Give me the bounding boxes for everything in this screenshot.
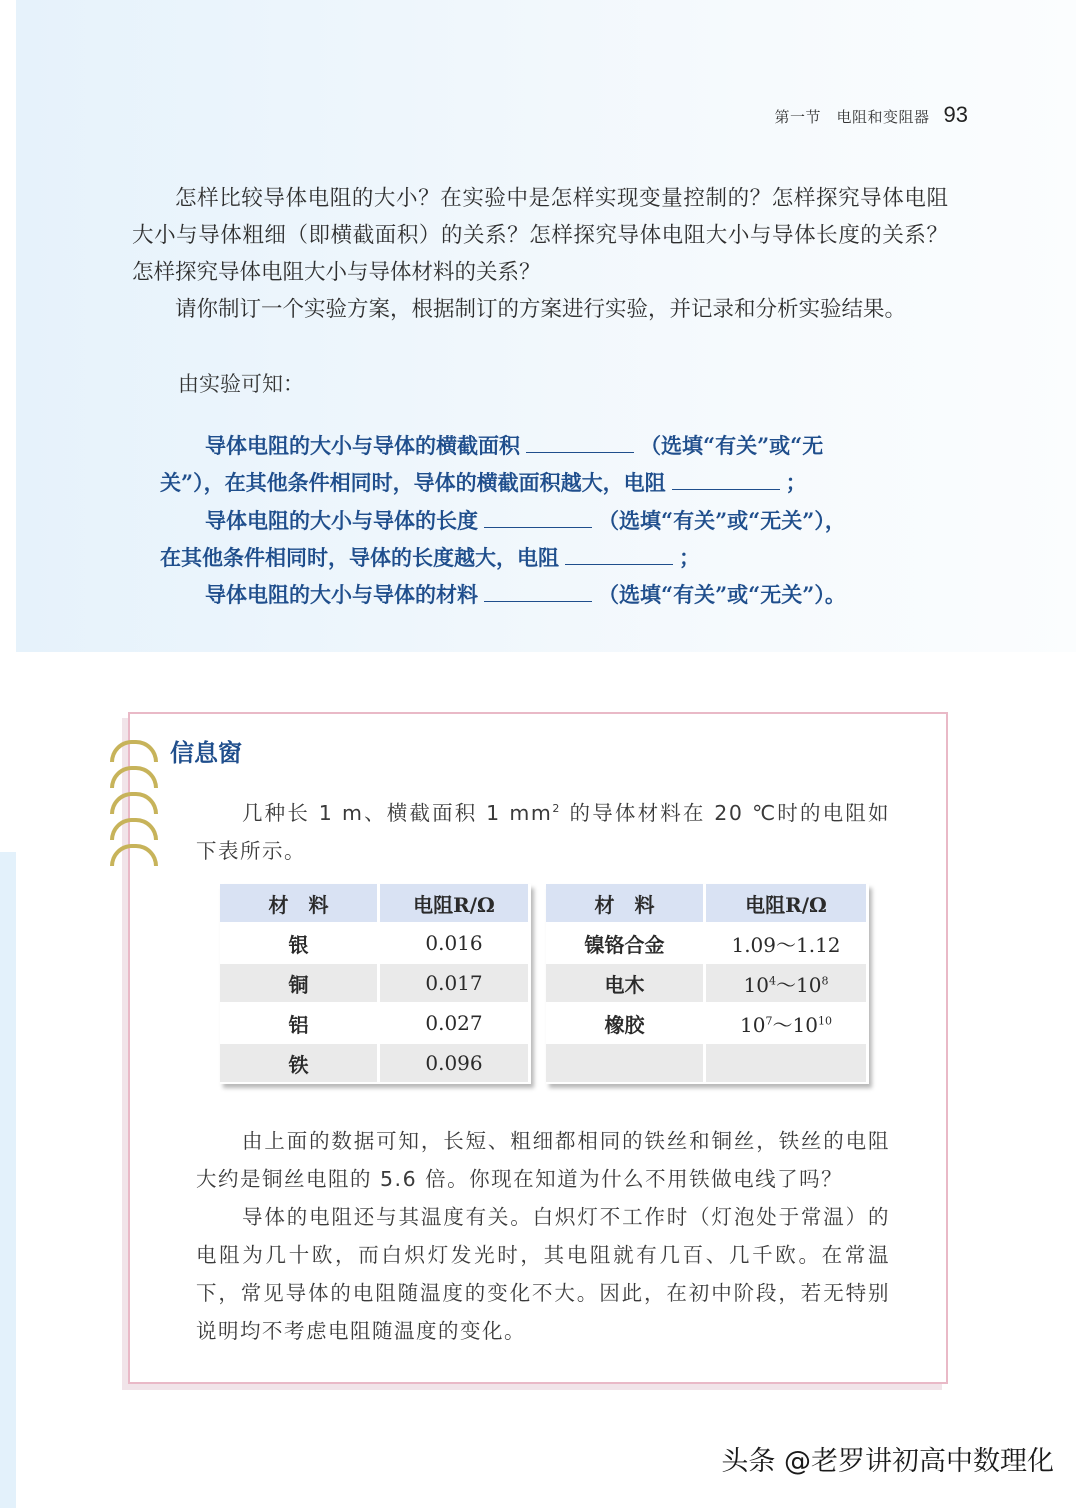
fill-text: 导体电阻的大小与导体的横截面积 (205, 433, 520, 458)
info-intro (196, 790, 890, 870)
table-row (546, 924, 869, 964)
table-header: 材 料 (220, 884, 380, 924)
fill-text: （选填“有关”或“无 (640, 433, 824, 458)
resistance-table-right (546, 884, 869, 1084)
fill-text: （选填“有关”或“无关”）， (598, 508, 846, 533)
fill-text: （选填“有关”或“无关”）。 (598, 582, 846, 607)
resistance-cell: 0.016 (380, 924, 531, 964)
watermark: 头条 @老罗讲初高中数理化 (721, 1446, 1054, 1477)
table-header: 电阻R/Ω (380, 884, 531, 924)
info-paragraph-temperature: 导体的电阻还与其温度有关。白炽灯不工作时（灯泡处于常温）的电阻为几十欧，而白炽灯发光时，其电阻就有几百、几千欧。在常温下，常见导体的电阻随温度的变化不大。因此，在初中阶段，若无特别说明均不考虑电阻随温度的变化。 (196, 1205, 890, 1343)
material-cell: 铁 (220, 1044, 380, 1084)
empty-cell (706, 1044, 869, 1084)
base: ～10 (772, 1012, 818, 1037)
material-cell: 铝 (220, 1004, 380, 1044)
resistance-cell: 0.017 (380, 964, 531, 1004)
page-tint-strip (0, 852, 16, 1508)
exponent: 8 (821, 973, 829, 987)
material-cell: 镍铬合金 (546, 924, 706, 964)
table-row (220, 1004, 531, 1044)
fill-line-2 (160, 467, 807, 497)
table-row (546, 964, 869, 1004)
table-row (220, 924, 531, 964)
empty-cell (546, 1044, 706, 1084)
conclusion-intro: 由实验可知： (178, 372, 304, 396)
intro-text: 的导体材料在 20 ℃时的电阻如下表所示。 (196, 800, 890, 863)
info-title: 信息窗 (170, 739, 242, 767)
fill-text: ； (785, 470, 807, 495)
resistance-cell: 0.096 (380, 1044, 531, 1084)
page-header (775, 102, 969, 128)
base: ～10 (776, 972, 822, 997)
intro-superscript: 2 (552, 802, 561, 815)
fill-text: 在其他条件相同时，导体的长度越大，电阻 (160, 545, 559, 570)
table-header: 材 料 (546, 884, 706, 924)
resistance-table-left (220, 884, 531, 1084)
fill-text: 导体电阻的大小与导体的长度 (205, 508, 478, 533)
fill-line-3 (205, 505, 846, 535)
material-cell: 铜 (220, 964, 380, 1004)
fill-text: 导体电阻的大小与导体的材料 (205, 582, 478, 607)
answer-blank[interactable] (484, 509, 592, 528)
table-row (546, 1004, 869, 1044)
answer-blank[interactable] (672, 471, 780, 490)
exponent: 7 (765, 1013, 773, 1027)
table-header: 电阻R/Ω (706, 884, 869, 924)
fill-line-1 (205, 430, 823, 460)
fill-text: ； (679, 545, 700, 570)
answer-blank[interactable] (484, 583, 592, 602)
info-paragraph-iron: 由上面的数据可知，长短、粗细都相同的铁丝和铜丝，铁丝的电阻大约是铜丝电阻的 5.6 倍。你现在知道为什么不用铁做电线了吗？ (196, 1129, 890, 1191)
exponent: 4 (769, 973, 776, 987)
resistance-cell (706, 1004, 869, 1044)
base: 10 (740, 1012, 766, 1037)
material-cell: 橡胶 (546, 1004, 706, 1044)
page-number: 93 (943, 102, 968, 127)
fill-text: 关”），在其他条件相同时，导体的横截面积越大，电阻 (160, 470, 666, 495)
answer-blank[interactable] (565, 546, 673, 565)
table-row (220, 964, 531, 1004)
table-row (546, 1044, 869, 1084)
task-paragraph: 请你制订一个实验方案，根据制订的方案进行实验，并记录和分析实验结果。 (175, 297, 907, 322)
section-title: 第一节 电阻和变阻器 (774, 108, 930, 126)
resistance-cell: 1.09～1.12 (706, 924, 869, 964)
questions-paragraph: 怎样比较导体电阻的大小？在实验中是怎样实现变量控制的？怎样探究导体电阻大小与导体粗细（即横截面积）的关系？怎样探究导体电阻大小与导体长度的关系？怎样探究导体电阻大小与导体材料的关系？ (132, 186, 948, 285)
resistance-cell (706, 964, 869, 1004)
intro-text: 几种长 1 m、横截面积 1 mm (242, 800, 553, 825)
resistance-cell: 0.027 (380, 1004, 531, 1044)
answer-blank[interactable] (526, 434, 634, 453)
fill-line-4 (160, 542, 700, 572)
material-cell: 银 (220, 924, 380, 964)
material-cell: 电木 (546, 964, 706, 1004)
table-row (220, 1044, 531, 1084)
base: 10 (743, 972, 769, 997)
fill-line-5 (205, 579, 846, 609)
exponent: 10 (817, 1013, 832, 1027)
